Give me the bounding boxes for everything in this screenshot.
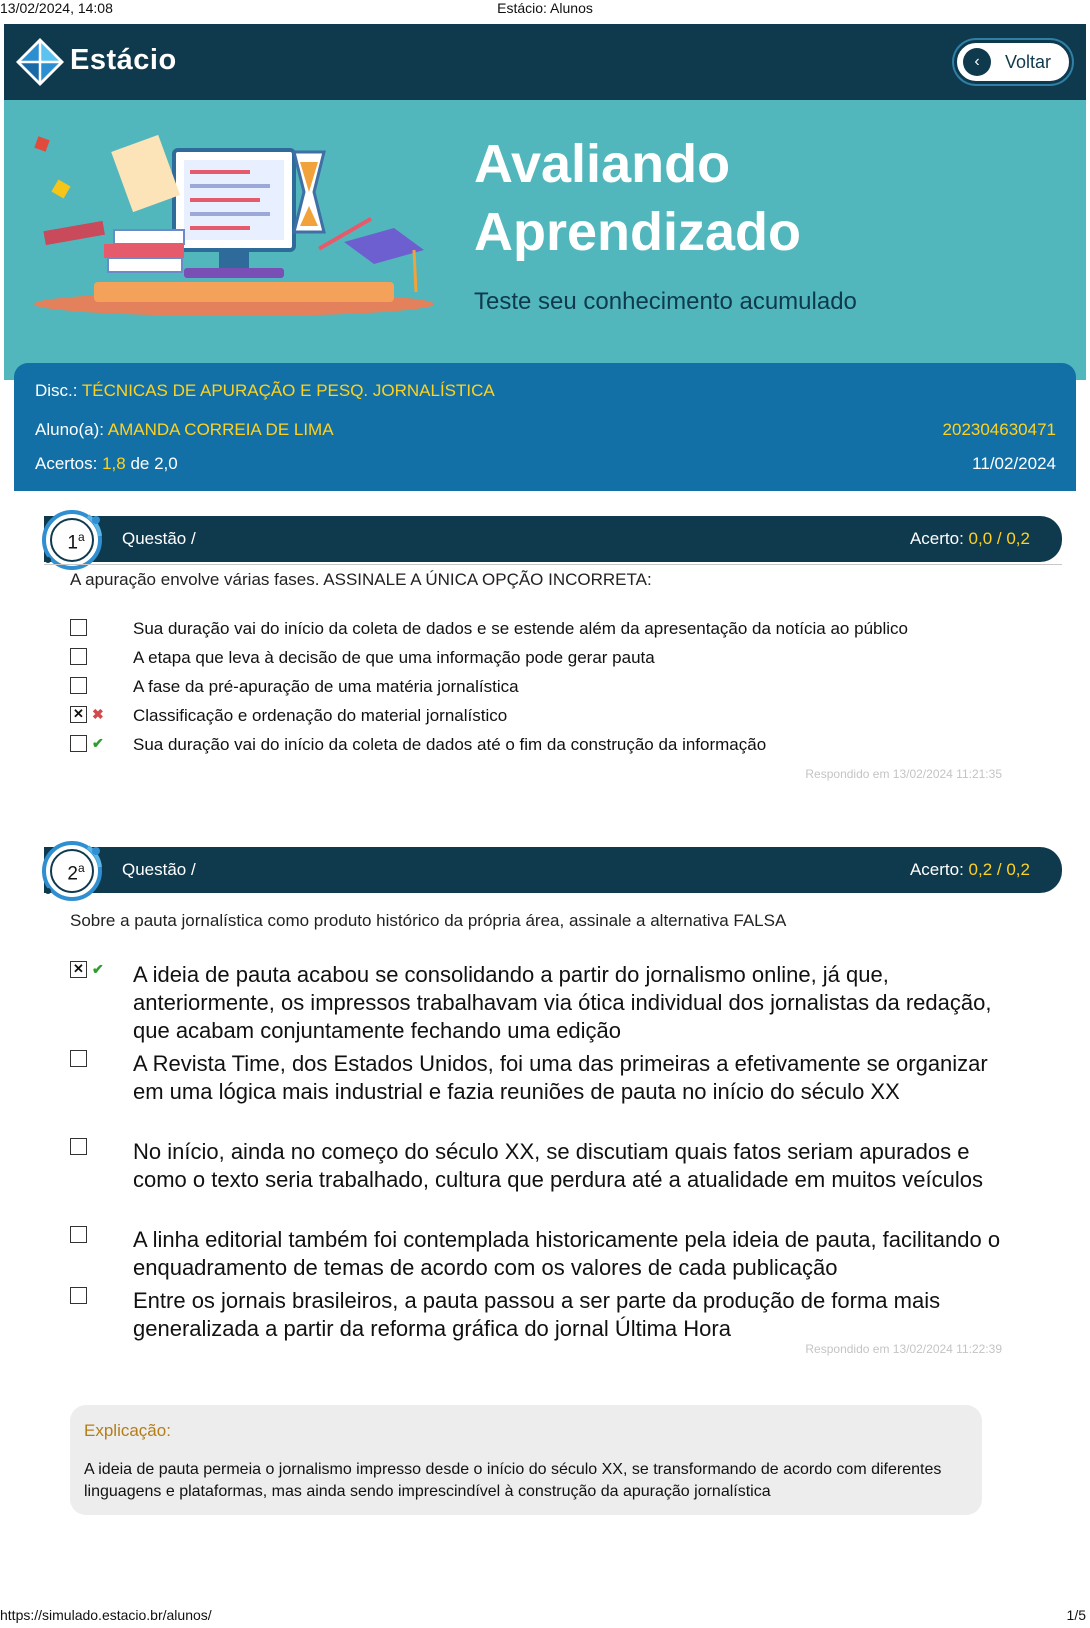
option-text: A etapa que leva à decisão de que uma informação pode gerar pauta xyxy=(133,648,655,667)
question-1-option-3[interactable] xyxy=(70,677,1030,699)
discipline-label: Disc.: xyxy=(35,381,78,400)
print-footer xyxy=(0,1607,1090,1627)
option-checkbox[interactable] xyxy=(70,1226,87,1243)
question-2-score: Acerto: 0,2 / 0,2 xyxy=(909,860,1030,879)
option-text: Classificação e ordenação do material jornalístico xyxy=(133,706,508,725)
banner-subtitle: Teste seu conhecimento acumulado xyxy=(474,288,857,315)
study-illustration-icon xyxy=(24,132,444,322)
option-checkbox[interactable] xyxy=(70,1138,87,1155)
option-text: A linha editorial também foi contemplada historicamente pela ideia de pauta, facilitando o enquadramento de temas de acordo com os valores de cada publicação xyxy=(133,1227,1001,1280)
question-1-divider xyxy=(44,564,1062,565)
correct-mark-icon: ✔ xyxy=(92,735,104,751)
back-button[interactable] xyxy=(954,40,1072,84)
exam-date: 11/02/2024 xyxy=(972,454,1056,473)
option-checkbox[interactable]: ✕ xyxy=(70,961,87,978)
explanation-title: Explicação: xyxy=(84,1421,171,1440)
questions-content xyxy=(14,491,1076,1599)
question-1-option-1[interactable] xyxy=(70,619,1030,641)
explanation-box xyxy=(70,1405,982,1515)
wrong-mark-icon: ✖ xyxy=(92,706,104,722)
option-checkbox[interactable] xyxy=(70,677,87,694)
print-url: https://simulado.estacio.br/alunos/ xyxy=(0,1607,212,1623)
hero-banner xyxy=(4,100,1086,380)
option-checkbox[interactable] xyxy=(70,619,87,636)
exam-info-panel xyxy=(14,363,1076,491)
question-2-option-4[interactable] xyxy=(70,1226,1030,1284)
option-text: A fase da pré-apuração de uma matéria jornalística xyxy=(133,677,519,696)
hits-value: 1,8 xyxy=(102,454,126,473)
option-text: A Revista Time, dos Estados Unidos, foi uma das primeiras a efetivamente se organizar em uma lógica mais industrial e fazia reuniões de pauta no início do século XX xyxy=(133,1051,988,1104)
option-text: No início, ainda no começo do século XX, se discutiam quais fatos seriam apurados e como o texto seria trabalhado, cultura que perdura até a atualidade em muitos veículos xyxy=(133,1139,983,1192)
question-1-score: Acerto: 0,0 / 0,2 xyxy=(909,529,1030,548)
option-checkbox[interactable] xyxy=(70,735,87,752)
option-checkbox[interactable]: ✕ xyxy=(70,706,87,723)
question-2-number: 2$^a$ xyxy=(67,861,85,885)
correct-mark-icon: ✔ xyxy=(92,961,104,977)
chevron-left-icon: ‹ xyxy=(963,48,991,76)
option-text: Entre os jornais brasileiros, a pauta passou a ser parte da produção de forma mais generalizada a partir da reforma gráfica do jornal Última Hora xyxy=(133,1288,941,1341)
question-1-label: Questão / xyxy=(122,529,196,548)
question-2-option-2[interactable] xyxy=(70,1050,1030,1136)
option-checkbox[interactable] xyxy=(70,648,87,665)
question-1-number: 1$^a$ xyxy=(67,530,85,554)
question-2-option-3[interactable] xyxy=(70,1138,1030,1224)
option-text: A ideia de pauta acabou se consolidando a partir do jornalismo online, já que, anteriormente, os impressos trabalhavam via ótica individual dos jornalistas da redação, que acabam conjuntamente fechando uma edição xyxy=(133,962,992,1043)
question-1-text: A apuração envolve várias fases. ASSINALE A ÚNICA OPÇÃO INCORRETA: xyxy=(70,570,652,589)
print-page-number: 1/5 xyxy=(1066,1607,1086,1623)
question-2-header xyxy=(44,847,1062,893)
estacio-logo-icon xyxy=(14,36,66,88)
question-2-option-5[interactable] xyxy=(70,1287,1030,1345)
question-1-option-4[interactable] xyxy=(70,706,1030,728)
question-1-header xyxy=(44,516,1062,562)
question-1-option-5[interactable] xyxy=(70,735,1030,757)
explanation-text: A ideia de pauta permeia o jornalismo impresso desde o início do século XX, se transformando de acordo com diferentes linguagens e plataformas, mas ainda sendo imprescindível à construção da apuração jornalística xyxy=(84,1461,942,1500)
hits-row xyxy=(35,454,178,474)
print-header xyxy=(0,0,1090,20)
back-button-label: Voltar xyxy=(1005,51,1052,72)
print-datetime: 13/02/2024, 14:08 xyxy=(0,0,113,16)
print-title: Estácio: Alunos xyxy=(497,0,593,16)
student-id: 202304630471 xyxy=(942,420,1056,439)
discipline-value: TÉCNICAS DE APURAÇÃO E PESQ. JORNALÍSTICA xyxy=(81,381,495,400)
banner-title xyxy=(474,130,801,266)
question-2-option-1[interactable] xyxy=(70,961,1030,1047)
top-bar xyxy=(4,24,1086,100)
student-value: AMANDA CORREIA DE LIMA xyxy=(107,420,334,439)
student-label: Aluno(a): xyxy=(35,420,104,439)
student-row xyxy=(35,420,334,440)
discipline-row xyxy=(35,381,495,401)
question-2-label: Questão / xyxy=(122,860,196,879)
hits-of: de 2,0 xyxy=(130,454,178,473)
question-1-answered-at: Respondido em 13/02/2024 11:21:35 xyxy=(805,767,1002,781)
question-1-option-2[interactable] xyxy=(70,648,1030,670)
question-2-answered-at: Respondido em 13/02/2024 11:22:39 xyxy=(805,1342,1002,1356)
hits-label: Acertos: xyxy=(35,454,98,473)
logo-text: Estácio xyxy=(70,44,177,76)
question-2-text: Sobre a pauta jornalística como produto histórico da própria área, assinale a alternativa FALSA xyxy=(70,911,787,930)
banner-title-line1: Avaliando xyxy=(474,134,731,194)
option-checkbox[interactable] xyxy=(70,1050,87,1067)
option-text: Sua duração vai do início da coleta de dados até o fim da construção da informação xyxy=(133,735,767,754)
option-checkbox[interactable] xyxy=(70,1287,87,1304)
banner-title-line2: Aprendizado xyxy=(474,202,802,262)
option-text: Sua duração vai do início da coleta de dados e se estende além da apresentação da notícia ao público xyxy=(133,619,908,638)
